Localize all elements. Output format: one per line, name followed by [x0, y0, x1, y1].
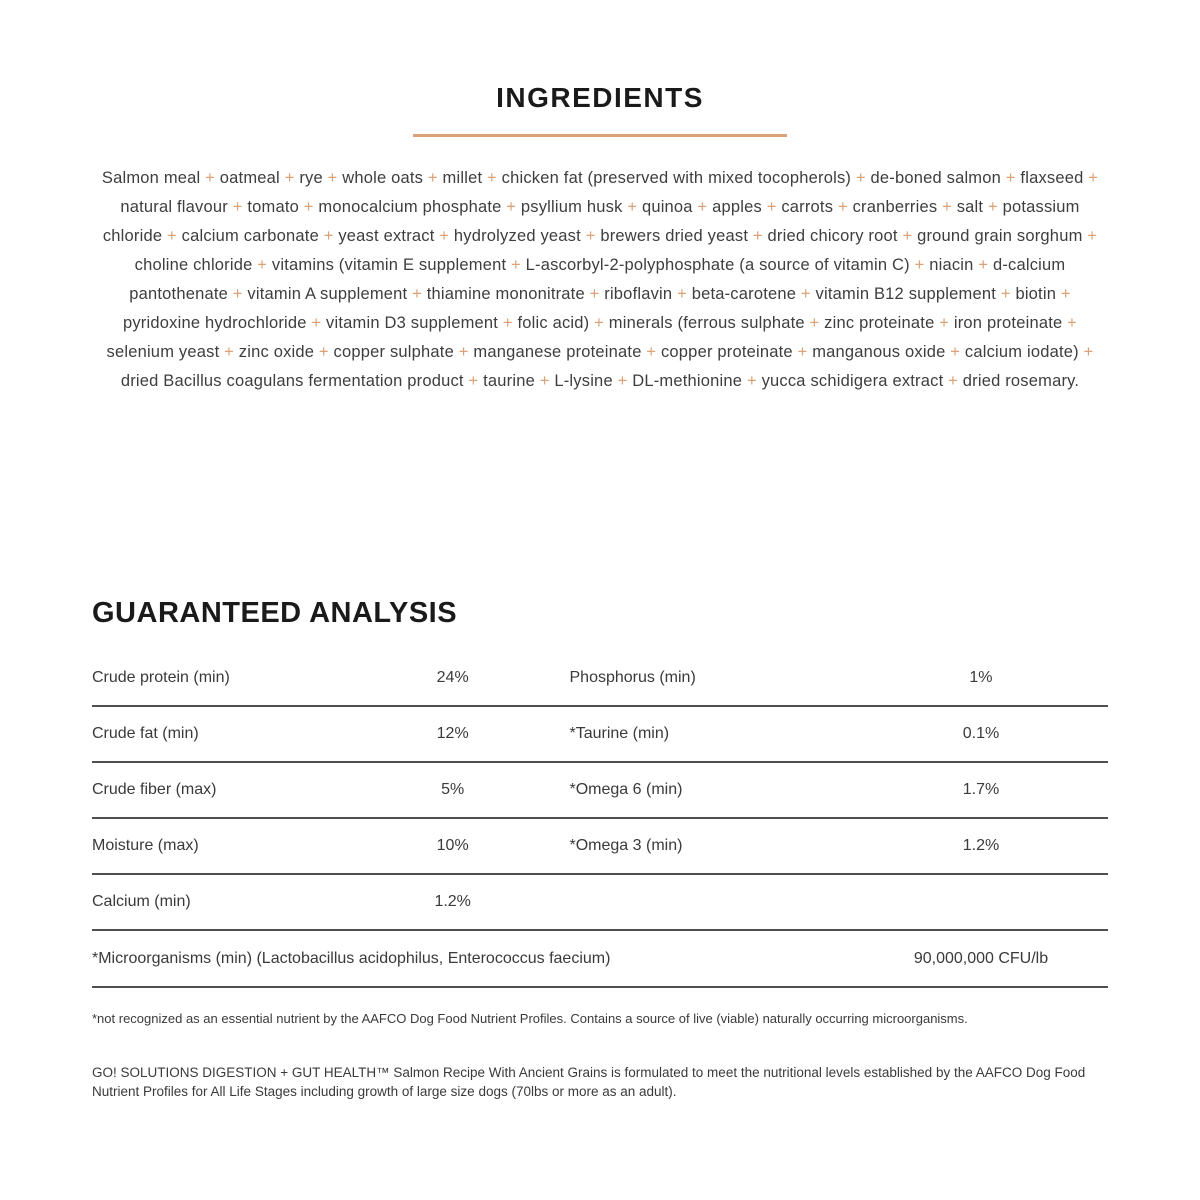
- ingredients-section: [0, 0, 1200, 396]
- analysis-row: [92, 819, 1108, 875]
- plus-separator: +: [580, 227, 601, 245]
- plus-separator: +: [742, 372, 762, 390]
- analysis-label: *Taurine (min): [569, 725, 670, 742]
- plus-separator: +: [1056, 285, 1071, 303]
- analysis-value: 5%: [441, 781, 465, 798]
- plus-separator: +: [498, 314, 518, 332]
- plus-separator: +: [1082, 227, 1098, 245]
- plus-separator: +: [851, 169, 871, 187]
- plus-separator: +: [299, 198, 319, 216]
- plus-separator: +: [453, 343, 474, 361]
- plus-separator: +: [792, 343, 813, 361]
- plus-separator: +: [897, 227, 918, 245]
- plus-separator: +: [322, 169, 343, 187]
- plus-separator: +: [943, 372, 963, 390]
- guaranteed-analysis-title: GUARANTEED ANALYSIS: [92, 597, 458, 629]
- analysis-label: Calcium (min): [92, 893, 191, 910]
- plus-separator: +: [937, 198, 957, 216]
- plus-separator: +: [796, 285, 816, 303]
- plus-separator: +: [833, 198, 853, 216]
- analysis-value: 1.7%: [962, 781, 1000, 798]
- analysis-row: [92, 875, 1108, 931]
- plus-separator: +: [672, 285, 692, 303]
- plus-separator: +: [219, 343, 239, 361]
- plus-separator: +: [589, 314, 609, 332]
- analysis-label: *Omega 6 (min): [569, 781, 683, 798]
- plus-separator: +: [318, 227, 339, 245]
- plus-separator: +: [909, 256, 930, 274]
- plus-separator: +: [534, 372, 555, 390]
- analysis-value: 1.2%: [962, 837, 1000, 854]
- analysis-label: Crude fiber (max): [92, 781, 217, 798]
- plus-separator: +: [306, 314, 327, 332]
- plus-separator: +: [1062, 314, 1077, 332]
- analysis-label: Crude fat (min): [92, 725, 199, 742]
- plus-separator: +: [279, 169, 300, 187]
- plus-separator: +: [973, 256, 993, 274]
- analysis-row: [92, 763, 1108, 819]
- plus-separator: +: [434, 227, 454, 245]
- plus-separator: +: [501, 198, 521, 216]
- plus-separator: +: [1001, 169, 1021, 187]
- analysis-value: 1%: [969, 669, 993, 686]
- analysis-value: 24%: [436, 669, 469, 686]
- analysis-value: 10%: [436, 837, 469, 854]
- aafco-statement: GO! SOLUTIONS DIGESTION + GUT HEALTH™ Salmon Recipe With Ancient Grains is formulated to meet the nutritional levels established by the AAFCO Dog Food Nutrient Profiles for All Life Stages including growth of large size dogs (70lbs or more as an adult).: [92, 1065, 1086, 1099]
- analysis-label: Moisture (max): [92, 837, 199, 854]
- microorganisms-value: 90,000,000 CFU/lb: [913, 949, 1049, 967]
- plus-separator: +: [622, 198, 642, 216]
- plus-separator: +: [482, 169, 502, 187]
- plus-separator: +: [227, 198, 248, 216]
- plus-separator: +: [200, 169, 220, 187]
- analysis-value: 1.2%: [434, 893, 471, 910]
- plus-separator: +: [1083, 169, 1099, 187]
- plus-separator: +: [506, 256, 526, 274]
- ingredients-title: INGREDIENTS: [496, 82, 704, 113]
- microorganisms-label: *Microorganisms (min) (Lactobacillus acidophilus, Enterococcus faecium): [92, 949, 611, 967]
- ingredients-divider: [413, 134, 787, 137]
- analysis-table: [92, 651, 1108, 931]
- plus-separator: +: [162, 227, 182, 245]
- plus-separator: +: [228, 285, 248, 303]
- analysis-label: Phosphorus (min): [569, 669, 696, 686]
- analysis-label: *Omega 3 (min): [569, 837, 683, 854]
- ingredients-text: Salmon meal + oatmeal + rye + whole oats + millet + chicken fat (preserved with mixed tocopherols) + de-boned salmon + flaxseed + natural flavour + tomato + monocalcium phosphate + psyllium husk + quinoa + apples + carrots + cranberries + salt + potassium chloride + calcium carbonate + yeast extract + hydrolyzed yeast + brewers dried yeast + dried chicory root + ground grain sorghum + choline chloride + vitamins (vitamin E supplement + L-ascorbyl-2-polyphosphate (a source of vitamin C) + niacin + d-calcium pantothenate + vitamin A supplement + thiamine mononitrate + riboflavin + beta-carotene + vitamin B12 supplement + biotin + pyridoxine hydrochloride + vitamin D3 supplement + folic acid) + minerals (ferrous sulphate + zinc proteinate + iron proteinate + selenium yeast + zinc oxide + copper sulphate + manganese proteinate + copper proteinate + manganous oxide + calcium iodate) + dried Bacillus coagulans fermentation product + taurine + L-lysine + DL-methionine + yucca schidigera extract + dried rosemary.: [101, 169, 1099, 390]
- plus-separator: +: [1078, 343, 1094, 361]
- plus-separator: +: [945, 343, 965, 361]
- analysis-label: Crude protein (min): [92, 669, 230, 686]
- plus-separator: +: [692, 198, 713, 216]
- analysis-value: 12%: [436, 725, 469, 742]
- guaranteed-analysis-section: [92, 597, 1108, 1101]
- plus-separator: +: [423, 169, 443, 187]
- plus-separator: +: [641, 343, 661, 361]
- analysis-row: [92, 707, 1108, 763]
- plus-separator: +: [314, 343, 334, 361]
- plus-separator: +: [996, 285, 1016, 303]
- plus-separator: +: [804, 314, 825, 332]
- plus-separator: +: [252, 256, 272, 274]
- plus-separator: +: [983, 198, 1003, 216]
- analysis-row: [92, 651, 1108, 707]
- plus-separator: +: [407, 285, 427, 303]
- analysis-value: 0.1%: [962, 725, 1000, 742]
- microorganisms-row: [92, 931, 1108, 988]
- plus-separator: +: [761, 198, 782, 216]
- plus-separator: +: [584, 285, 605, 303]
- plus-separator: +: [463, 372, 484, 390]
- plus-separator: +: [748, 227, 768, 245]
- plus-separator: +: [612, 372, 633, 390]
- aafco-footnote: *not recognized as an essential nutrient by the AAFCO Dog Food Nutrient Profiles. Contains a source of live (viable) naturally occurring microorganisms.: [92, 1011, 968, 1026]
- plus-separator: +: [934, 314, 954, 332]
